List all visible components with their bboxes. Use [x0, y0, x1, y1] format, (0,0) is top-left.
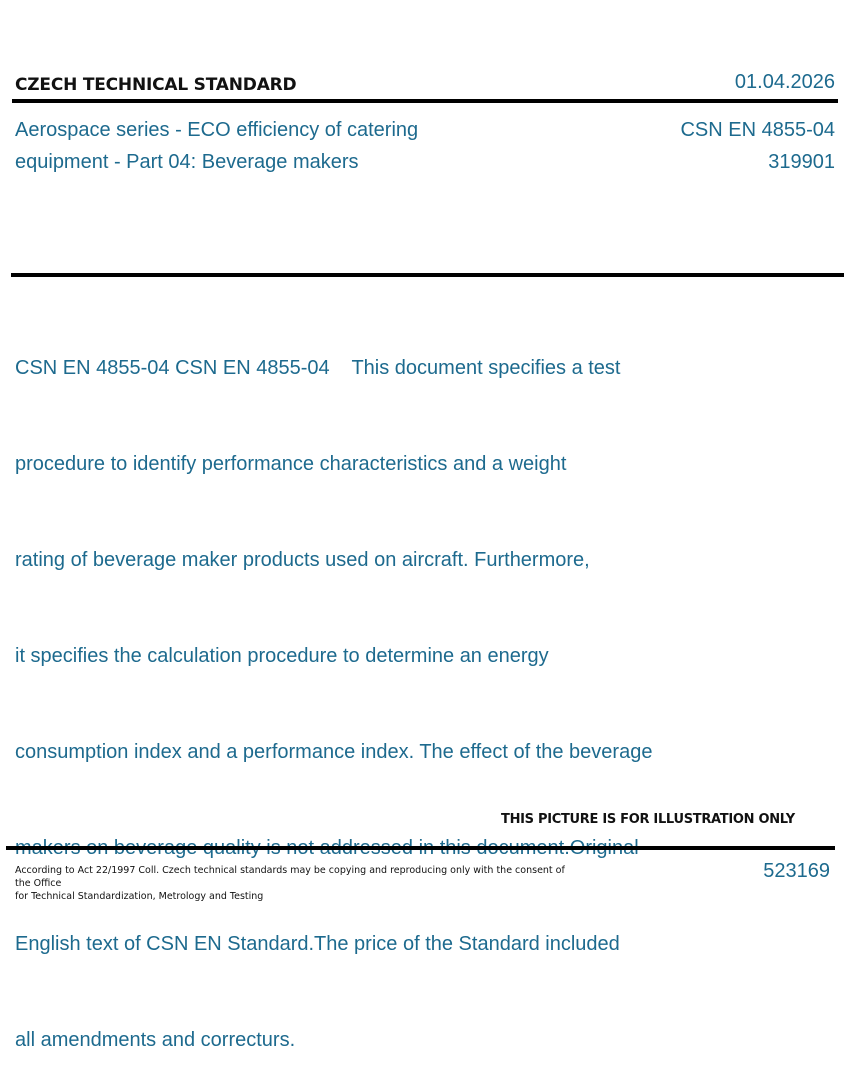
abstract-line: it specifies the calculation procedure to determine an energy	[15, 645, 549, 667]
header-divider	[12, 99, 838, 103]
illustration-disclaimer: THIS PICTURE IS FOR ILLUSTRATION ONLY	[501, 812, 795, 827]
catalog-number: 319901	[768, 151, 835, 173]
abstract-line: consumption index and a performance index. The effect of the beverage	[15, 741, 653, 763]
footer-divider	[6, 846, 835, 850]
legal-notice	[15, 864, 575, 903]
title-divider	[11, 273, 844, 277]
abstract-line: rating of beverage maker products used on aircraft. Furthermore,	[15, 549, 590, 571]
standard-identifiers	[680, 114, 835, 178]
standard-title-line: Aerospace series - ECO efficiency of catering	[15, 119, 419, 141]
publication-date: 01.04.2026	[734, 71, 835, 93]
standard-title	[15, 114, 535, 178]
abstract-line: English text of CSN EN Standard.The price of the Standard included	[15, 933, 620, 955]
legal-notice-line: for Technical Standardization, Metrology and Testing	[15, 891, 264, 902]
document-type-label: CZECH TECHNICAL STANDARD	[15, 75, 297, 95]
standard-abstract	[15, 288, 715, 1088]
abstract-line: procedure to identify performance characteristics and a weight	[15, 453, 567, 475]
standard-title-line: equipment - Part 04: Beverage makers	[15, 151, 359, 173]
standard-code: CSN EN 4855-04	[680, 119, 835, 141]
abstract-line: CSN EN 4855-04 CSN EN 4855-04 This document specifies a test	[15, 357, 621, 379]
document-number: 523169	[763, 860, 830, 882]
legal-notice-line: According to Act 22/1997 Coll. Czech technical standards may be copying and reproducing only with the consent of the Office	[15, 865, 565, 889]
abstract-line: all amendments and correcturs.	[15, 1029, 296, 1051]
